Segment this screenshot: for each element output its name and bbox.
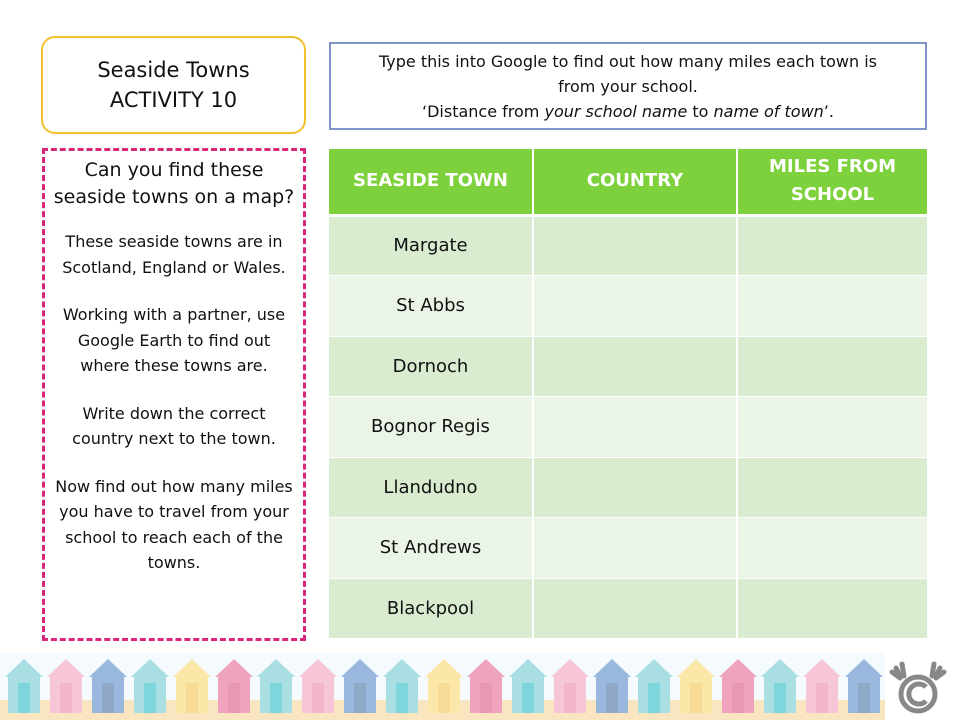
country-cell[interactable] xyxy=(533,215,737,276)
beach-hut-icon xyxy=(509,657,547,715)
beach-hut-icon xyxy=(425,657,463,715)
country-cell[interactable] xyxy=(533,578,737,639)
sidebar-paragraph: Working with a partner, use Google Earth to find out where these towns are. xyxy=(62,305,286,375)
town-cell: Dornoch xyxy=(329,336,533,397)
beach-hut-icon xyxy=(5,657,43,715)
activity-title-box xyxy=(41,36,306,134)
beach-hut-icon xyxy=(845,657,883,715)
text: name of town xyxy=(713,101,824,121)
text: to xyxy=(687,101,714,121)
beach-hut-icon xyxy=(803,657,841,715)
miles-cell[interactable] xyxy=(737,518,927,579)
title-line: Seaside Towns xyxy=(97,58,250,82)
beach-hut-icon xyxy=(593,657,631,715)
beach-hut-icon xyxy=(257,657,295,715)
country-cell[interactable] xyxy=(533,457,737,518)
sidebar-paragraph: These seaside towns are in Scotland, England or Wales. xyxy=(62,232,286,277)
country-cell[interactable] xyxy=(533,336,737,397)
beach-hut-icon xyxy=(47,657,85,715)
instruction-line xyxy=(422,99,834,124)
country-cell[interactable] xyxy=(533,276,737,337)
country-cell[interactable] xyxy=(533,397,737,458)
town-cell: Llandudno xyxy=(329,457,533,518)
miles-cell[interactable] xyxy=(737,578,927,639)
header-miles: MILES FROM SCHOOL xyxy=(737,149,927,215)
table-row xyxy=(329,518,927,579)
activity-number: ACTIVITY 10 xyxy=(109,88,238,112)
town-cell: Blackpool xyxy=(329,578,533,639)
town-cell: St Abbs xyxy=(329,276,533,337)
beach-hut-icon xyxy=(761,657,799,715)
beach-hut-icon xyxy=(467,657,505,715)
beach-hut-icon xyxy=(215,657,253,715)
country-cell[interactable] xyxy=(533,518,737,579)
beach-hut-icon xyxy=(299,657,337,715)
towns-table xyxy=(329,149,927,639)
table-row xyxy=(329,578,927,639)
table-row xyxy=(329,457,927,518)
miles-cell[interactable] xyxy=(737,397,927,458)
beach-hut-icon xyxy=(383,657,421,715)
beach-hut-icon xyxy=(635,657,673,715)
sidebar-paragraph: Write down the correct country next to the town. xyxy=(72,403,276,448)
header-town: SEASIDE TOWN xyxy=(329,149,533,215)
beach-hut-icon xyxy=(551,657,589,715)
miles-cell[interactable] xyxy=(737,215,927,276)
beach-hut-icon xyxy=(131,657,169,715)
table-row xyxy=(329,336,927,397)
town-cell: Margate xyxy=(329,215,533,276)
miles-cell[interactable] xyxy=(737,276,927,337)
beach-hut-icon xyxy=(677,657,715,715)
beach-hut-icon xyxy=(719,657,757,715)
table-row xyxy=(329,215,927,276)
header-country: COUNTRY xyxy=(533,149,737,215)
table-row xyxy=(329,276,927,337)
task-sidebar xyxy=(42,148,306,641)
text: ’. xyxy=(823,101,834,121)
beach-huts-banner xyxy=(0,653,885,720)
town-cell: St Andrews xyxy=(329,518,533,579)
sidebar-question: Can you find these seaside towns on a map? xyxy=(53,159,295,208)
instructions-box xyxy=(329,42,927,130)
text: ‘Distance from xyxy=(422,101,545,121)
beach-hut-icon xyxy=(89,657,127,715)
text: your school name xyxy=(544,101,688,121)
instruction-line: from your school. xyxy=(558,76,698,96)
instruction-line: Type this into Google to find out how many miles each town is xyxy=(378,51,877,71)
town-cell: Bognor Regis xyxy=(329,397,533,458)
beach-hut-icon xyxy=(341,657,379,715)
miles-cell[interactable] xyxy=(737,457,927,518)
table-row xyxy=(329,397,927,458)
miles-cell[interactable] xyxy=(737,336,927,397)
beach-hut-icon xyxy=(173,657,211,715)
moose-copyright-icon xyxy=(888,660,948,716)
sidebar-paragraph: Now find out how many miles you have to travel from your school to reach each of the towns. xyxy=(55,476,293,572)
